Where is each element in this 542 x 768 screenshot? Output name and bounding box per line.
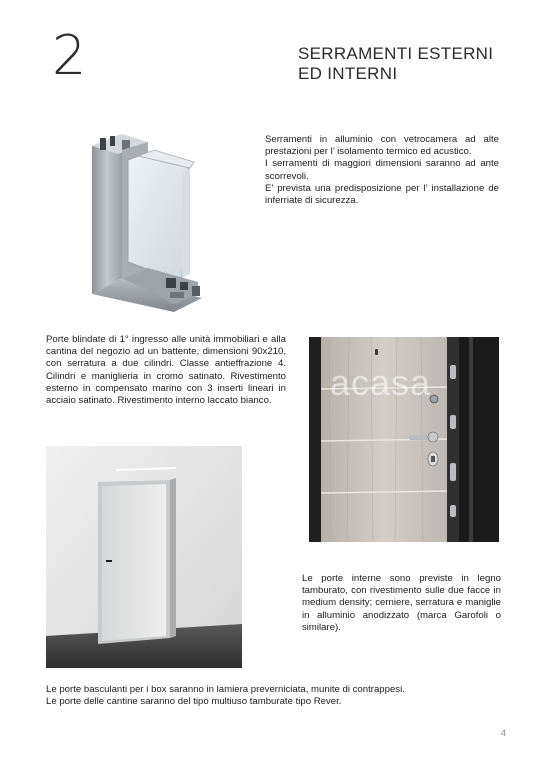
windows-description (265, 134, 499, 207)
basement-doors-description (46, 684, 486, 708)
windows-text-3: E’ prevista una predisposizione per l’ installazione de inferriate di sicurezza. (265, 182, 499, 207)
section-title-line1: SERRAMENTI ESTERNI (298, 44, 494, 63)
internal-doors-description: Le porte interne sono previste in legno tamburato, con rivestimento sulle due facce in medium density; cerniere, serratura e maniglie in alluminio anodizzato (marca Garofoli o similare). (302, 573, 501, 633)
section-title-line2: ED INTERNI (298, 64, 398, 83)
internal-door-image (46, 446, 242, 668)
armored-doors-description: Porte blindate di 1° ingresso alle unità immobiliari e alla cantina del negozio ad un battente, dimensioni 90x210, con serratura a due cilindri. Classe antieffrazione 4. Cilindri e maniglieria in cromo satinato. Rivestimento esterno in compensato marino con 3 inserti lineari in acciaio satinato. Rivestimento interno laccato bianco. (46, 334, 286, 407)
section-number: 2 (52, 24, 86, 87)
section-title (298, 44, 493, 84)
windows-text-2: I serramenti di maggiori dimensioni saranno ad ante scorrevoli. (265, 158, 499, 182)
basement-text-1: Le porte basculanti per i box saranno in lamiera preverniciata, munite di contrappesi. (46, 684, 405, 695)
page-number: 4 (501, 728, 507, 738)
window-frame-image (78, 128, 208, 314)
basement-text-2: Le porte delle cantine saranno del tipo multiuso tamburate tipo Rever. (46, 696, 342, 708)
watermark-text: acasa (330, 362, 432, 403)
windows-text-1: Serramenti in alluminio con vetrocamera ad alte prestazioni per l’ isolamento termico ed acustico. (265, 134, 499, 158)
